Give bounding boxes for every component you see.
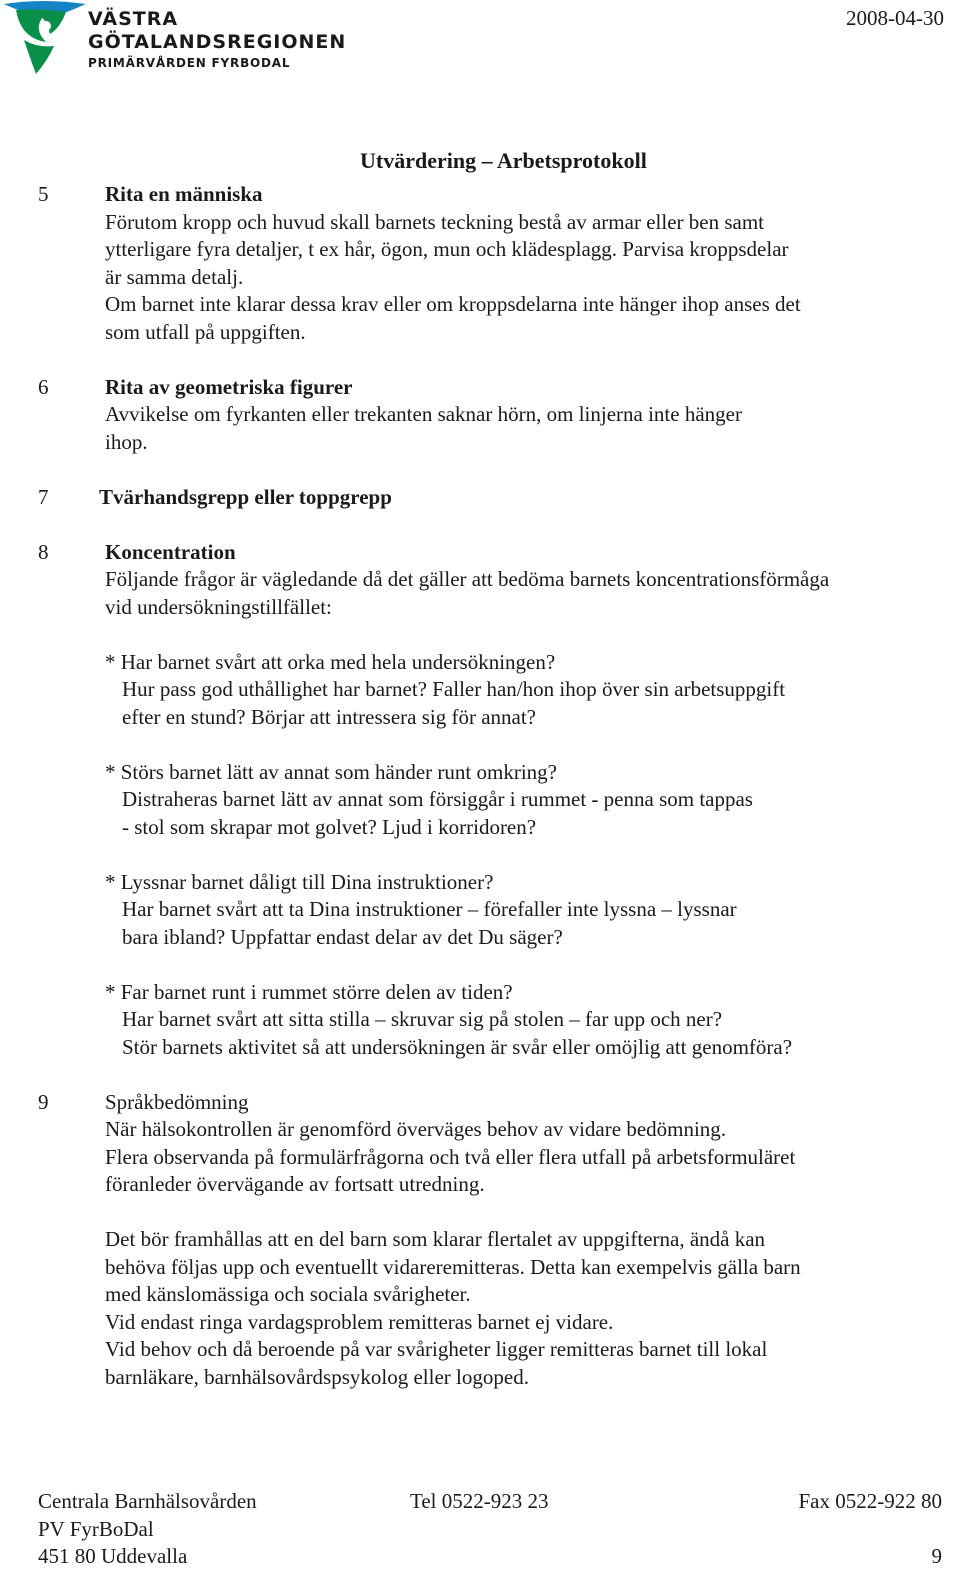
footer-org: Centrala Barnhälsovården [38, 1489, 257, 1513]
question-line: * Störs barnet lätt av annat som händer runt omkring? [105, 760, 557, 784]
question-detail: efter en stund? Börjar att intressera sig för annat? [122, 705, 537, 729]
section-number: 9 [38, 1090, 49, 1114]
body-line: är samma detalj. [105, 265, 244, 289]
section-number: 5 [38, 182, 49, 206]
section-heading: Tvärhandsgrepp eller toppgrepp [99, 485, 392, 509]
logo-text-vastra: VÄSTRA [88, 8, 179, 30]
section-heading: Koncentration [105, 540, 236, 564]
footer-fax: Fax 0522-922 80 [798, 1489, 942, 1513]
question-detail: Har barnet svårt att sitta stilla – skruvar sig på stolen – far upp och ner? [122, 1007, 723, 1031]
body-line: Vid endast ringa vardagsproblem remitteras barnet ej vidare. [105, 1310, 614, 1334]
question-line: * Har barnet svårt att orka med hela undersökningen? [105, 650, 556, 674]
page-number: 9 [931, 1544, 942, 1568]
question-detail: Har barnet svårt att ta Dina instruktioner – förefaller inte lyssna – lyssnar [122, 897, 737, 921]
body-line: Följande frågor är vägledande då det gäller att bedöma barnets koncentrationsförmåga [105, 567, 830, 591]
section-heading: Rita av geometriska figurer [105, 375, 353, 399]
body-line: barnläkare, barnhälsovårdspsykolog eller logoped. [105, 1365, 529, 1389]
body-line: Vid behov och då beroende på var svårigheter ligger remitteras barnet till lokal [105, 1337, 768, 1361]
section-heading: Språkbedömning [105, 1090, 249, 1114]
body-line: vid undersökningstillfället: [105, 595, 332, 619]
body-line: Förutom kropp och huvud skall barnets teckning bestå av armar eller ben samt [105, 210, 764, 234]
question-detail: - stol som skrapar mot golvet? Ljud i korridoren? [122, 815, 537, 839]
body-line: som utfall på uppgiften. [105, 320, 306, 344]
body-line: Om barnet inte klarar dessa krav eller om kroppsdelarna inte hänger ihop anses det [105, 292, 801, 316]
question-line: * Far barnet runt i rummet större delen av tiden? [105, 980, 513, 1004]
logo-text-primarvarden: PRIMÄRVÅRDEN FYRBODAL [88, 56, 291, 70]
region-logo-icon [2, 0, 94, 78]
body-line: ihop. [105, 430, 148, 454]
body-line: När hälsokontrollen är genomförd överväges behov av vidare bedömning. [105, 1117, 727, 1141]
question-detail: Distraheras barnet lätt av annat som försiggår i rummet - penna som tappas [122, 787, 753, 811]
body-line: Det bör framhållas att en del barn som klarar flertalet av uppgifterna, ändå kan [105, 1227, 766, 1251]
question-detail: Stör barnets aktivitet så att undersökningen är svår eller omöjlig att genomföra? [122, 1035, 793, 1059]
question-line: * Lyssnar barnet dåligt till Dina instruktioner? [105, 870, 494, 894]
section-number: 6 [38, 375, 49, 399]
footer-org2: PV FyrBoDal [38, 1517, 154, 1541]
body-line: Avvikelse om fyrkanten eller trekanten saknar hörn, om linjerna inte hänger [105, 402, 742, 426]
section-number: 8 [38, 540, 49, 564]
body-line: Flera observanda på formulärfrågorna och två eller flera utfall på arbetsformuläret [105, 1145, 796, 1169]
section-number: 7 [38, 485, 49, 509]
section-heading: Rita en människa [105, 182, 263, 206]
body-line: föranleder övervägande av fortsatt utredning. [105, 1172, 485, 1196]
footer-address: 451 80 Uddevalla [38, 1544, 188, 1568]
logo-text-gotalandsregionen: GÖTALANDSREGIONEN [88, 31, 347, 53]
vastra-gotalandsregionen-logo [2, 0, 362, 80]
question-detail: bara ibland? Uppfattar endast delar av det Du säger? [122, 925, 563, 949]
body-line: behöva följas upp och eventuellt vidareremitteras. Detta kan exempelvis gälla barn [105, 1255, 801, 1279]
footer-tel: Tel 0522-923 23 [410, 1489, 549, 1513]
document-date: 2008-04-30 [846, 6, 944, 30]
question-detail: Hur pass god uthållighet har barnet? Faller han/hon ihop över sin arbetsuppgift [122, 677, 786, 701]
body-line: med känslomässiga och sociala svårigheter. [105, 1282, 471, 1306]
body-line: ytterligare fyra detaljer, t ex hår, ögon, mun och klädesplagg. Parvisa kroppsdelar [105, 237, 789, 261]
page-title: Utvärdering – Arbetsprotokoll [360, 148, 647, 173]
